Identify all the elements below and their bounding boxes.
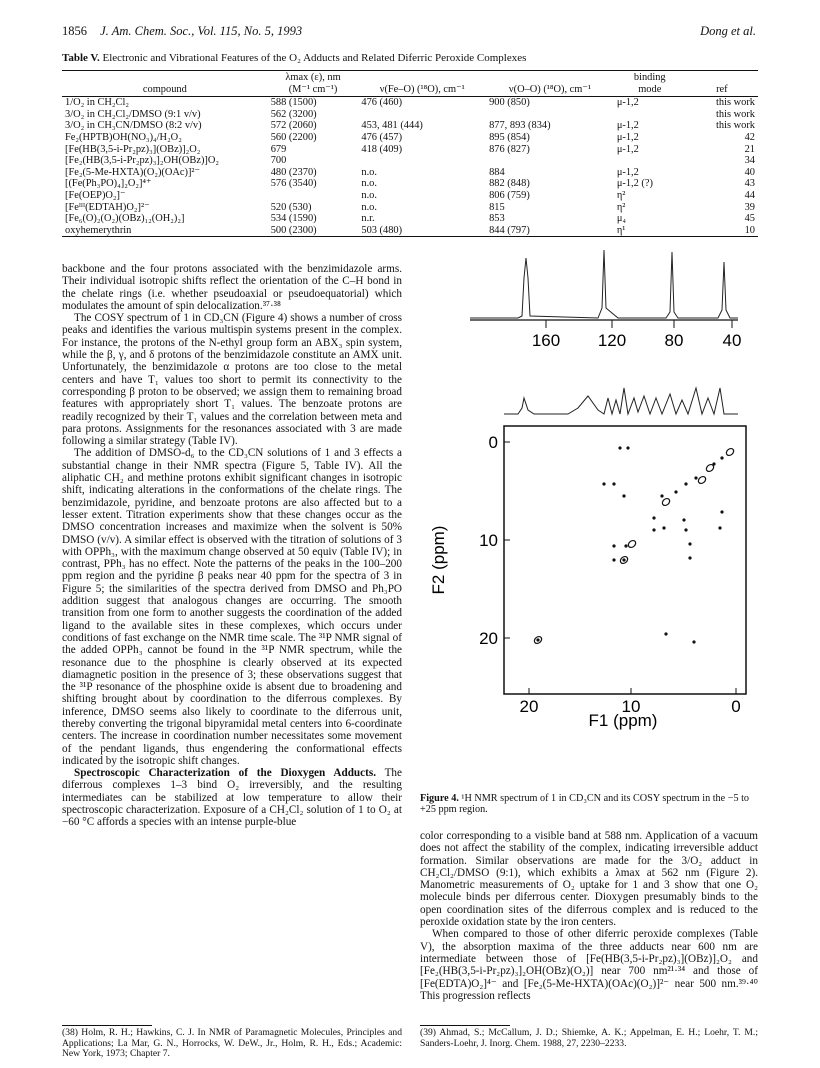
table-cell-compound: [Fe₆(O)₂(O₂)(OBz)₁₂(OH₂)₂] xyxy=(65,213,185,225)
figure-label: Figure 4. xyxy=(420,793,459,804)
cross-peak xyxy=(612,558,615,561)
top-axis-tick-label: 120 xyxy=(597,331,627,350)
table-cell-fe-o: 503 (480) xyxy=(361,224,403,236)
cross-peak xyxy=(692,640,695,643)
table-row xyxy=(62,213,758,225)
paragraph: When compared to those of other diferric peroxide complexes (Table V), the absorption maxima of the three adducts near 600 nm are intermediate between those of [Fe(HB(3,5-i-Pr₂pz)₃](OBz)]₂O₂ and [Fe₂(HB(3,5-i-Pr₂pz)₃]₂OH(OBz)(O₂)] near 700 nm²¹·³⁴ and those of [Fe(EDTA)O₂]⁴⁻ and [Fe₂(5-Me-HXTA)(OAc)(O₂)]²⁻ near 500 nm.³⁹·⁴⁰ This progression reflects xyxy=(420,928,758,1002)
table-cell-o-o xyxy=(486,109,614,121)
cross-peak xyxy=(652,516,655,519)
table-row xyxy=(62,178,758,190)
table-cell-o-o: 900 (850) xyxy=(489,97,530,109)
table-cell-ref: 40 xyxy=(744,166,755,178)
data-table xyxy=(62,70,758,237)
diagonal-peak xyxy=(697,475,707,485)
running-head xyxy=(62,24,756,39)
table-row xyxy=(62,144,758,156)
section-text: The diferrous complexes 1–3 bind O₂ irreversibly, and the resulting intermediates can be stabilized at low temperature to allow their spectroscopic characterization. Exposure of a CH₂Cl₂ solution of 1 to O₂ at −60 °C affords a species with an intense purple-blue xyxy=(62,767,402,829)
footnote-38: (38) Holm, R. H.; Hawkins, C. J. In NMR of Paramagnetic Molecules, Principles and Applications; La Mar, G. N., Horrocks, W. DeW., Jr., Holm, R. H., Eds.; Academic: New York, 1973; Chapter 7. xyxy=(62,1027,402,1060)
cross-peak xyxy=(652,528,655,531)
cross-peak xyxy=(536,638,539,641)
cross-peak xyxy=(624,544,627,547)
table-cell-lambda: 500 (2300) xyxy=(270,224,317,236)
y-tick-label: 0 xyxy=(488,433,498,452)
cross-peak xyxy=(664,632,667,635)
page-number: 1856 xyxy=(62,24,87,38)
footnote-rule xyxy=(62,1025,152,1026)
table-cell-ref: 39 xyxy=(744,201,755,213)
table-cell-binding: μ₄ xyxy=(616,213,627,225)
cross-peak xyxy=(718,526,721,529)
header-binding-line2: mode xyxy=(638,83,662,95)
table-cell-o-o xyxy=(486,155,614,167)
table-cell-binding: μ-1,2 xyxy=(616,97,639,109)
table-cell-o-o: 882 (848) xyxy=(489,178,530,190)
paragraph: The addition of DMSO-d₆ to the CD₃CN solutions of 1 and 3 effects a substantial change in their NMR spectra (Figure 5, Table IV). All the aliphatic CH₂ and methine protons exhibit significant changes in isotropic shift, indicating alterations in the conformations of the chelate rings. The benzimidazole, pyridine, and benzoate protons are also affected but to a lesser extent. Titration experiments show that these changes occur as the DMSO concentration increases and maximize when the solvent is 50% DMSO (v/v). A similar effect is observed with the titration of solutions of 3 with OPPh₃, with the maximum change observed at 50 equiv (Table IV); in contrast, PPh₃ has no effect. Note the patterns of the peaks in the 100–200 ppm region and the pyridine β peaks near 40 ppm for the spectra of 3 in Figure 5; the similarities of the spectra derived from DMSO and Ph₃PO addition suggest that analogous changes are occurring. The smooth transition from one form to another suggests the coordination of the added ligand to the available sites in these complexes, which occurs under conditions of fast exchange on the NMR time scale. The ³¹P NMR signal of the added OPPh₃ cannot be found in the ³¹P NMR spectrum, while the resonance due to the phosphine is clearly observed at its expected diamagnetic position in the presence of 3; these observations suggest that the ³¹P resonance of the phosphine oxide is absent due to broadening and shifting brought about by coordination to the diferrous complexes. By inference, DMSO seems also likely to coordinate to the diferrous unit, thereby converting the trigonal bipyramidal metal centers into 6-coordinate centers. The increase in coordination number necessitates some movement of the pendant ligands, thus engendering the conformational effects indicated by the isotropic shift changes. xyxy=(62,447,402,767)
table-cell-ref: this work xyxy=(716,120,755,132)
table-cell-binding: μ-1,2 xyxy=(616,143,639,155)
table-caption xyxy=(62,52,526,64)
table-cell-compound: [Feᴵᴵᴵ(EDTAH)O₂]²⁻ xyxy=(65,201,150,213)
cross-peak xyxy=(684,528,687,531)
y-axis xyxy=(479,433,510,648)
table-cell-lambda: 534 (1590) xyxy=(270,213,317,225)
table-cell-fe-o: 418 (409) xyxy=(361,143,403,155)
paragraph: backbone and the four protons associated with the benzimidazole arms. Their individual isotropic shifts reflect the orientation of the C–H bond in the chelate rings (i.e. whether pseudoaxial or pseudoequatorial) which modulates the amount of spin delocalization.³⁷·³⁸ xyxy=(62,263,402,312)
table-row xyxy=(62,97,758,109)
table-cell-fe-o: n.r. xyxy=(361,213,375,225)
table-cell-fe-o: n.o. xyxy=(361,166,377,178)
table-cell-lambda: 679 xyxy=(270,143,287,155)
header-o-o: ν(O–O) (¹⁸O), cm⁻¹ xyxy=(486,71,614,97)
table-cell-fe-o: 476 (460) xyxy=(361,97,403,109)
paragraph: color corresponding to a visible band at 588 nm. Application of a vacuum does not affect the stability of the complex, indicating irreversible adduct formation. Similar observations are made for the 3/O₂ adduct in CH₂Cl₂/DMSO (9:1), which exhibits a λmax at 562 nm (Figure 2). Manometric measurements of O₂ uptake for 1 and 3 show that one O₂ molecule binds per diferrous center. Dioxygen presumably binds to the open coordination sites of the diferrous complex and is reduced to the peroxide oxidation state by the iron centers. xyxy=(420,830,758,929)
table-cell-ref: 34 xyxy=(744,155,755,167)
table-cell-binding xyxy=(614,155,686,167)
table-cell-fe-o: n.o. xyxy=(361,189,377,201)
cross-peak xyxy=(660,494,663,497)
table-row xyxy=(62,202,758,214)
table-cell-compound: [Fe(OEP)O₂]⁻ xyxy=(65,189,126,201)
paragraph: The COSY spectrum of 1 in CD₃CN (Figure 4) shows a number of cross peaks and identifies the various multispin systems present in the complex. For instance, the protons of the N-ethyl group form an ABX₃ spin system, while the β, γ, and δ protons of the benzimidazole constitute an AMX unit. Unfortunately, the benzimidazole α protons are too close to the metal centers and have T₁ values too short to permit its connectivity to the corresponding β proton to be observed; we assign them to remaining broad features with appropriately short T₁ values. The benzoate protons are readily recognized by their T₁ values and the correlation between meta and para protons. Assignments for the resonances associated with 3 are made following a similar strategy (Table IV). xyxy=(62,312,402,448)
table-row xyxy=(62,132,758,144)
table-cell-lambda: 520 (530) xyxy=(270,201,312,213)
diagonal-peak xyxy=(725,447,735,457)
x-tick-label: 10 xyxy=(621,697,641,716)
header-compound: compound xyxy=(62,71,268,97)
table-cell-compound: oxyhemerythrin xyxy=(65,224,132,236)
table-cell-o-o: 884 xyxy=(489,166,505,178)
table-cell-binding: η¹ xyxy=(616,224,626,236)
table-cell-ref: this work xyxy=(716,108,755,120)
table-cell-ref: 10 xyxy=(744,224,755,236)
table-cell-fe-o xyxy=(358,155,486,167)
header-ref: ref xyxy=(686,71,758,97)
cross-peak xyxy=(720,456,723,459)
table-title: Electronic and Vibrational Features of the O₂ Adducts and Related Diferric Peroxide Complexes xyxy=(102,52,527,64)
top-axis-tick-label: 80 xyxy=(664,331,684,350)
projection-spectrum-trace xyxy=(504,388,738,414)
table-cell-compound: [Fe₂(HB(3,5-i-Pr₂pz)₃]₂OH(OBz)]O₂ xyxy=(65,155,220,167)
table-cell-lambda: 480 (2370) xyxy=(270,166,317,178)
x-tick-label: 20 xyxy=(519,697,539,716)
table-cell-ref: 43 xyxy=(744,178,755,190)
x-tick-label: 0 xyxy=(731,697,741,716)
table-cell-fe-o: n.o. xyxy=(361,178,377,190)
section-heading: Spectroscopic Characterization of the Dioxygen Adducts. xyxy=(74,767,376,780)
table-cell-ref: 44 xyxy=(744,189,755,201)
table-cell-lambda: 700 xyxy=(270,155,287,167)
cross-peak xyxy=(694,476,697,479)
cosy-peaks xyxy=(533,446,735,644)
top-axis-ticks xyxy=(532,320,742,350)
nmr-figure xyxy=(418,238,763,738)
header-lambda xyxy=(268,71,359,97)
table-cell-compound: 3/O₂ in CH₂Cl₂/DMSO (9:1 v/v) xyxy=(65,108,201,120)
cross-peak xyxy=(688,542,691,545)
table-cell-binding xyxy=(614,109,686,121)
authors: Dong et al. xyxy=(700,24,756,38)
top-spectrum-trace xyxy=(470,250,738,318)
header-binding-line1: binding xyxy=(633,72,666,83)
table-row xyxy=(62,225,758,237)
table-cell-o-o: 876 (827) xyxy=(489,143,530,155)
left-column xyxy=(62,263,402,829)
cross-peak xyxy=(626,446,629,449)
right-column xyxy=(420,830,758,1002)
table-cell-o-o: 853 xyxy=(489,213,505,225)
table-cell-compound: 1/O₂ in CH₂Cl₂ xyxy=(65,97,129,109)
table-cell-binding: μ-1,2 (?) xyxy=(616,178,653,190)
cross-peak xyxy=(674,490,677,493)
table-cell-ref: 45 xyxy=(744,213,755,225)
table-row xyxy=(62,155,758,167)
table-cell-compound: [Fe₂(5-Me-HXTA)(O₂)(OAc)]²⁻ xyxy=(65,166,201,178)
table-row xyxy=(62,190,758,202)
table-cell-ref: 42 xyxy=(744,131,755,143)
table-cell-lambda: 576 (3540) xyxy=(270,178,317,190)
diagonal-peak xyxy=(661,497,671,507)
table-cell-o-o: 895 (854) xyxy=(489,131,530,143)
table-cell-lambda xyxy=(268,190,359,202)
table-cell-binding: η² xyxy=(616,189,626,201)
header-lambda-line1: λmax (ε), nm xyxy=(285,72,341,83)
x-axis-label: F1 (ppm) xyxy=(588,711,658,730)
cross-peak xyxy=(684,482,687,485)
table-cell-fe-o: 453, 481 (444) xyxy=(361,120,423,132)
y-tick-label: 20 xyxy=(479,629,498,648)
journal-citation: J. Am. Chem. Soc., Vol. 115, No. 5, 1993 xyxy=(100,24,303,38)
cross-peak xyxy=(612,482,615,485)
table-cell-compound: [(Fe(Ph₃PO)₄]₂O₂]⁴⁺ xyxy=(65,178,152,190)
table-row xyxy=(62,167,758,179)
table-cell-compound: Fe₂(HPTB)OH(NO₃)₄/H₂O₂ xyxy=(65,131,182,143)
y-tick-label: 10 xyxy=(479,531,498,550)
table-cell-ref: this work xyxy=(716,97,755,109)
cross-peak xyxy=(622,494,625,497)
table-cell-ref: 21 xyxy=(744,143,755,155)
y-axis-label: F2 (ppm) xyxy=(429,525,448,595)
table-cell-compound: [Fe(HB(3,5-i-Pr₂pz)₃](OBz)]₂O₂ xyxy=(65,143,201,155)
footnote-rule xyxy=(420,1025,510,1026)
cross-peak xyxy=(602,482,605,485)
cross-peak xyxy=(612,544,615,547)
top-axis-tick-label: 40 xyxy=(722,331,742,350)
cross-peak xyxy=(662,526,665,529)
table-cell-o-o: 844 (797) xyxy=(489,224,530,236)
table-cell-binding: μ-1,2 xyxy=(616,166,639,178)
table-cell-fe-o xyxy=(358,109,486,121)
top-axis-tick-label: 160 xyxy=(531,331,561,350)
table-cell-o-o: 815 xyxy=(489,201,505,213)
table-cell-fe-o: n.o. xyxy=(361,201,377,213)
paragraph xyxy=(62,767,402,828)
header-binding xyxy=(614,71,686,97)
table-row xyxy=(62,120,758,132)
cross-peak xyxy=(618,446,621,449)
table-cell-lambda: 560 (2200) xyxy=(270,131,317,143)
table-cell-lambda: 588 (1500) xyxy=(270,97,317,109)
cross-peak xyxy=(622,558,625,561)
table-cell-o-o: 877, 893 (834) xyxy=(489,120,551,132)
table-cell-binding: μ-1,2 xyxy=(616,131,639,143)
cross-peak xyxy=(682,518,685,521)
table-cell-lambda: 562 (3200) xyxy=(270,108,317,120)
cross-peak xyxy=(688,556,691,559)
table-cell-binding: η² xyxy=(616,201,626,213)
figure-caption-text: ¹H NMR spectrum of 1 in CD₃CN and its COSY spectrum in the −5 to +25 ppm region. xyxy=(420,793,750,816)
footnote-39: (39) Ahmad, S.; McCallum, J. D.; Shiemke, A. K.; Appelman, E. H.; Loehr, T. M.; Sanders-Loehr, J. Inorg. Chem. 1988, 27, 2230–2233. xyxy=(420,1027,758,1049)
header-fe-o: ν(Fe–O) (¹⁸O), cm⁻¹ xyxy=(358,71,486,97)
cross-peak xyxy=(720,510,723,513)
table-cell-o-o: 806 (759) xyxy=(489,189,530,201)
header-lambda-line2: (M⁻¹ cm⁻¹) xyxy=(288,83,338,95)
figure-caption xyxy=(420,793,758,816)
table-cell-fe-o: 476 (457) xyxy=(361,131,403,143)
table-cell-binding: μ-1,2 xyxy=(616,120,639,132)
table-row xyxy=(62,109,758,121)
table-cell-compound: 3/O₂ in CH₃CN/DMSO (8:2 v/v) xyxy=(65,120,202,132)
table-label: Table V. xyxy=(62,52,100,64)
table-body xyxy=(62,97,758,237)
table-cell-lambda: 572 (2060) xyxy=(270,120,317,132)
diagonal-peak xyxy=(627,539,637,549)
